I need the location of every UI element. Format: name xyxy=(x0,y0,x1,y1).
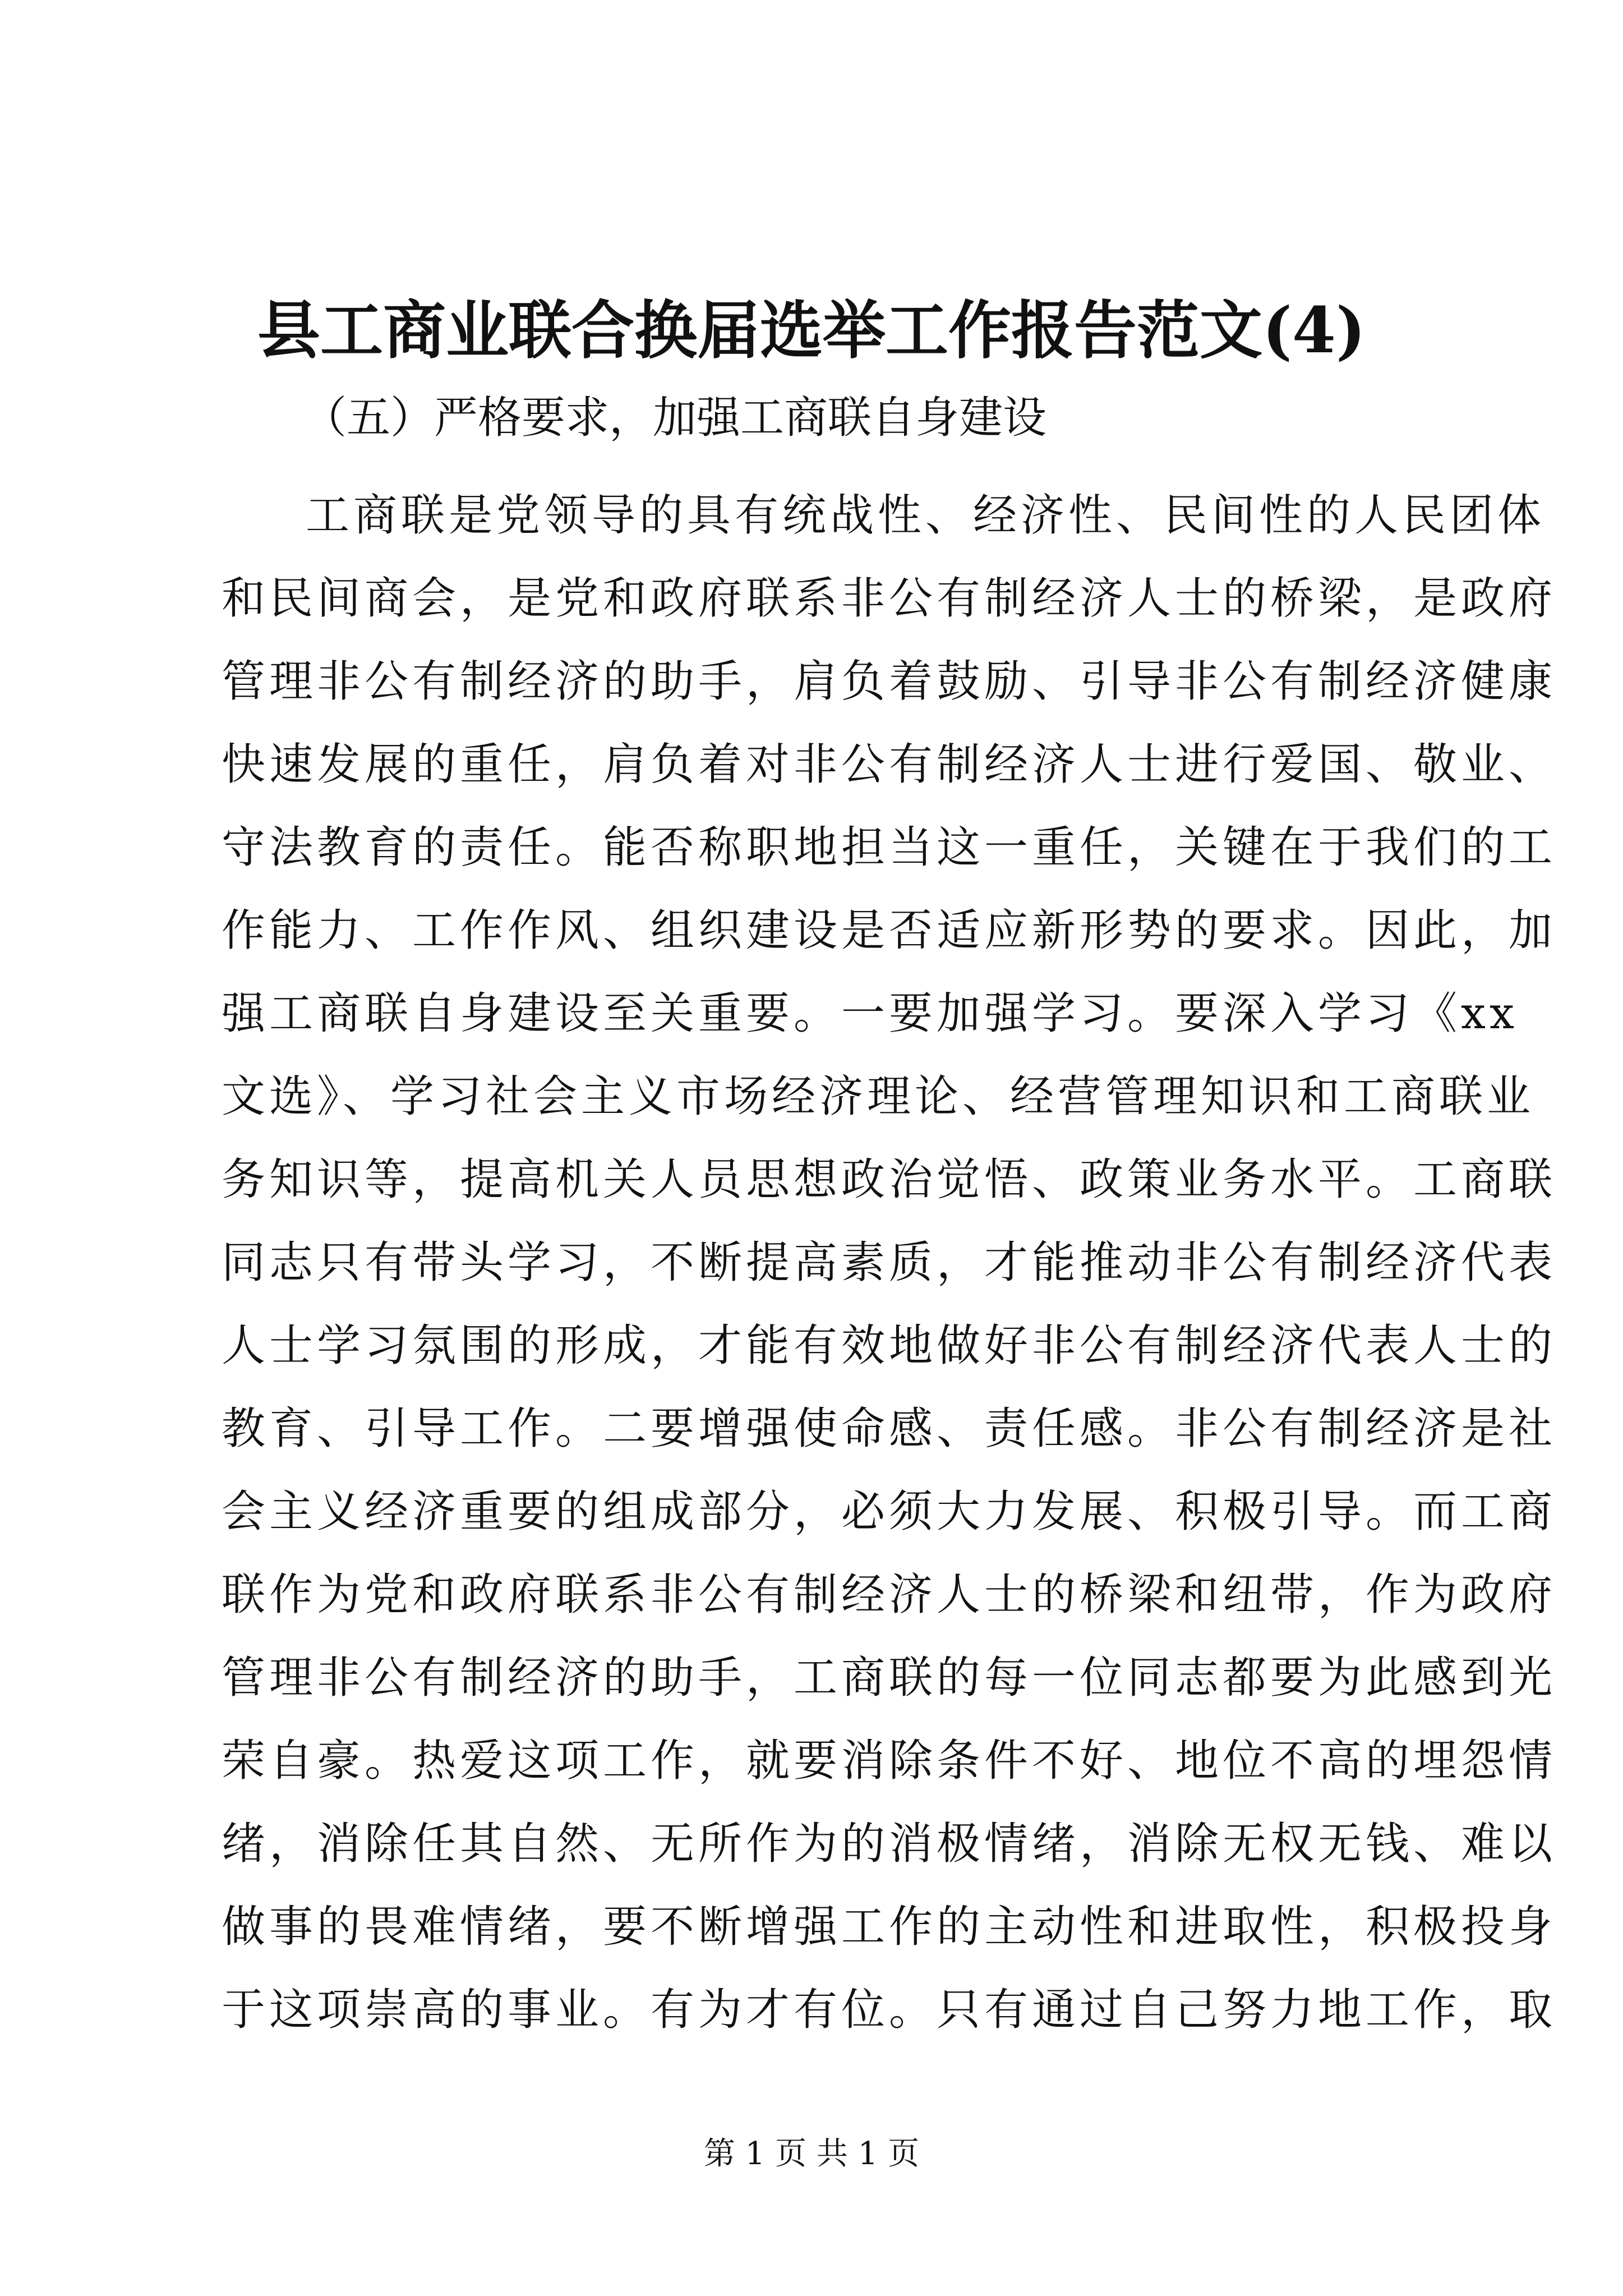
document-title: 县工商业联合换届选举工作报告范文(4) xyxy=(257,294,1366,367)
body-line: 管理非公有制经济的助手，肩负着鼓励、引导非公有制经济健康 xyxy=(222,656,1557,707)
body-line: 工商联是党领导的具有统战性、经济性、民间性的人民团体 xyxy=(306,490,1546,541)
body-line: 文选》、学习社会主义市场经济理论、经营管理知识和工商联业 xyxy=(222,1071,1535,1122)
body-line: 做事的畏难情绪，要不断增强工作的主动性和进取性，积极投身 xyxy=(222,1902,1557,1952)
body-line: 务知识等，提高机关人员思想政治觉悟、政策业务水平。工商联 xyxy=(222,1154,1557,1205)
body-line: 会主义经济重要的组成部分，必须大力发展、积极引导。而工商 xyxy=(222,1487,1557,1537)
section-heading: （五）严格要求，加强工商联自身建设 xyxy=(303,393,1047,443)
body-line: 绪，消除任其自然、无所作为的消极情绪，消除无权无钱、难以 xyxy=(222,1819,1557,1869)
body-line: 作能力、工作作风、组织建设是否适应新形势的要求。因此，加 xyxy=(222,905,1557,956)
body-line: 联作为党和政府联系非公有制经济人士的桥梁和纽带，作为政府 xyxy=(222,1570,1557,1620)
body-line: 人士学习氛围的形成，才能有效地做好非公有制经济代表人士的 xyxy=(222,1320,1557,1371)
body-line: 教育、引导工作。二要增强使命感、责任感。非公有制经济是社 xyxy=(222,1404,1557,1454)
body-line: 同志只有带头学习，不断提高素质，才能推动非公有制经济代表 xyxy=(222,1237,1557,1288)
body-line: 管理非公有制经济的助手，工商联的每一位同志都要为此感到光 xyxy=(222,1653,1557,1703)
body-line: 强工商联自身建设至关重要。一要加强学习。要深入学习《xx xyxy=(222,988,1518,1039)
body-line: 和民间商会，是党和政府联系非公有制经济人士的桥梁，是政府 xyxy=(222,573,1557,624)
body-line: 荣自豪。热爱这项工作，就要消除条件不好、地位不高的埋怨情 xyxy=(222,1736,1557,1786)
body-line: 守法教育的责任。能否称职地担当这一重任，关键在于我们的工 xyxy=(222,822,1557,873)
body-line: 快速发展的重任，肩负着对非公有制经济人士进行爱国、敬业、 xyxy=(222,739,1557,790)
body-line: 于这项崇高的事业。有为才有位。只有通过自己努力地工作，取 xyxy=(222,1985,1557,2035)
body-paragraph xyxy=(222,474,1557,2051)
page-footer: 第 1 页 共 1 页 xyxy=(703,2136,920,2172)
